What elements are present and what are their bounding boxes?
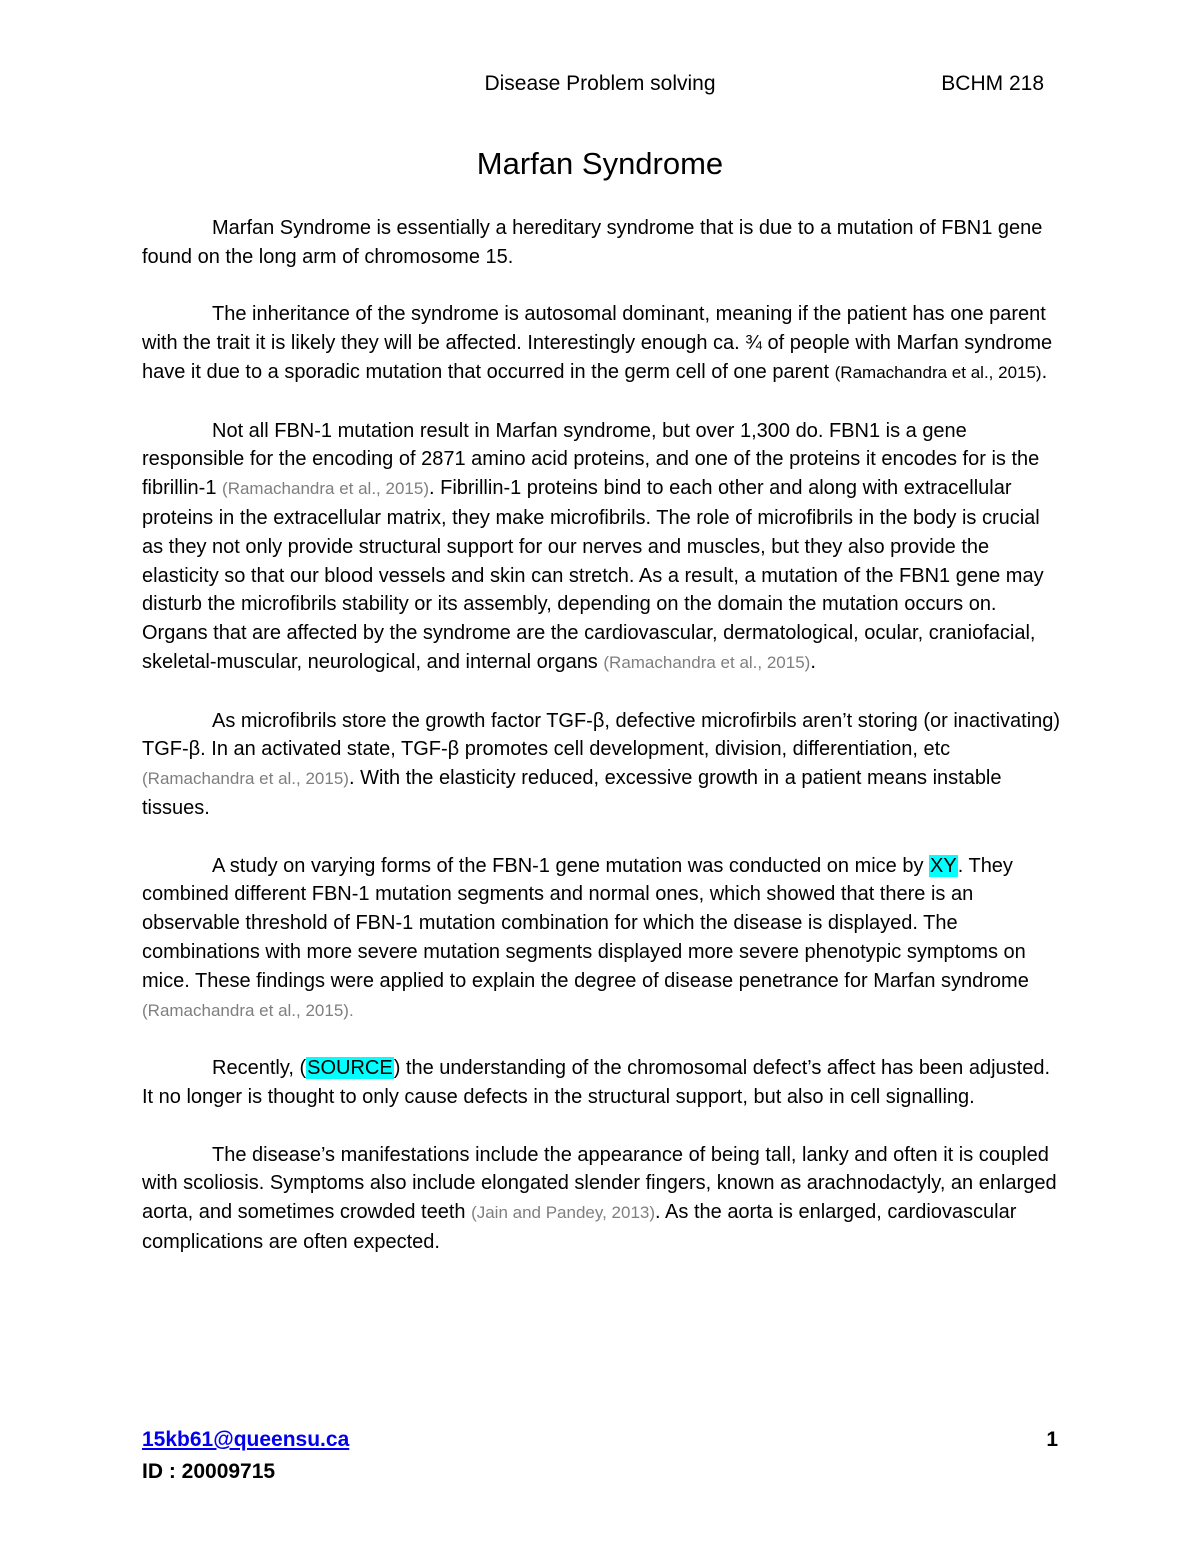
paragraph-text: A study on varying forms of the FBN-1 gene mutation was conducted on mice by bbox=[212, 854, 930, 877]
paragraph-text: Recently, ( bbox=[212, 1057, 307, 1080]
paragraph-3 bbox=[142, 417, 1062, 678]
paragraph-text: Not all FBN-1 mutation result in Marfan syndrome, but over 1,300 do. FBN1 is a gene responsible for the encoding of 2871 amino acid proteins, and one of the proteins it encodes for is the fibrillin-1 bbox=[142, 419, 1040, 500]
paragraph-text: Marfan Syndrome is essentially a hereditary syndrome that is due to a mutation of FBN1 gene found on the long arm of chromosome 15. bbox=[142, 217, 1043, 268]
paragraph-5 bbox=[142, 852, 1062, 1026]
citation: (Ramachandra et al., 2015). bbox=[142, 1000, 354, 1020]
paragraph-text: ) the understanding of the chromosomal defect’s affect has been adjusted. It no longer is thought to only cause defects in the structural support, but also in cell signalling. bbox=[142, 1057, 1051, 1108]
paragraph-4 bbox=[142, 707, 1062, 823]
header-course-code: BCHM 218 bbox=[941, 72, 1044, 95]
paragraph-6 bbox=[142, 1054, 1062, 1112]
paragraph-text: The disease’s manifestations include the appearance of being tall, lanky and often it is coupled with scoliosis. Symptoms also include elongated slender fingers, known as arachnodactyly, an enlarged aorta, and sometimes crowded teeth bbox=[142, 1143, 1057, 1224]
document-title: Marfan Syndrome bbox=[476, 146, 724, 181]
paragraph-text: As microfibrils store the growth factor TGF-β, defective microfirbils aren’t storing (or inactivating) TGF-β. In an activated state, TGF-β promotes cell development, division, differentiation, etc bbox=[142, 709, 1061, 761]
header-title: Disease Problem solving bbox=[484, 72, 716, 95]
footer-student-id: ID : 20009715 bbox=[142, 1460, 276, 1483]
footer-email-link[interactable]: 15kb61@queensu.ca bbox=[142, 1428, 350, 1451]
paragraph-text: . Fibrillin-1 proteins bind to each other and along with extracellular proteins in the extracellular matrix, they make microfibrils. The role of microfibrils in the body is crucial as they not only provide structural support for our nerves and muscles, but they also provide the elasticity so that our blood vessels and skin can stretch. As a result, a mutation of the FBN1 gene may disturb the microfibrils stability or its assembly, depending on the domain the mutation occurs on. Organs that are affected by the syndrome are the cardiovascular, dermatological, ocular, craniofacial, skeletal-muscular, neurological, and internal organs bbox=[142, 477, 1044, 673]
citation: (Ramachandra et al., 2015) bbox=[834, 362, 1042, 382]
highlighted-placeholder: XY bbox=[930, 854, 957, 877]
paragraph-text: . As the aorta is enlarged, cardiovascular complications are often expected. bbox=[142, 1201, 1017, 1253]
page-number: 1 bbox=[1046, 1428, 1058, 1451]
paragraph-text: . bbox=[1041, 360, 1048, 383]
highlighted-placeholder: SOURCE bbox=[307, 1057, 393, 1080]
paragraph-1 bbox=[142, 214, 1062, 272]
paragraph-text: . They combined different FBN-1 mutation segments and normal ones, which showed that there is an observable threshold of FBN-1 mutation combination for which the disease is displayed. The combinations with more severe mutation segments displayed more severe phenotypic symptoms on mice. These findings were applied to explain the degree of disease penetrance for Marfan syndrome bbox=[142, 854, 1029, 992]
citation: (Ramachandra et al., 2015) bbox=[603, 652, 811, 672]
paragraph-text: . With the elasticity reduced, excessive growth in a patient means instable tissues. bbox=[142, 767, 1002, 819]
paragraph-7 bbox=[142, 1141, 1062, 1257]
citation: (Ramachandra et al., 2015) bbox=[222, 479, 429, 499]
paragraph-2 bbox=[142, 300, 1062, 387]
document-body bbox=[142, 214, 1062, 1285]
citation: (Ramachandra et al., 2015) bbox=[142, 769, 349, 789]
paragraph-text: . bbox=[810, 650, 816, 673]
paragraph-text: The inheritance of the syndrome is autosomal dominant, meaning if the patient has one parent with the trait it is likely they will be affected. Interestingly enough ca. ¾ of people with Marfan syndrome have it due to a sporadic mutation that occurred in the germ cell of one parent bbox=[142, 303, 1053, 383]
citation: (Jain and Pandey, 2013) bbox=[471, 1203, 656, 1223]
